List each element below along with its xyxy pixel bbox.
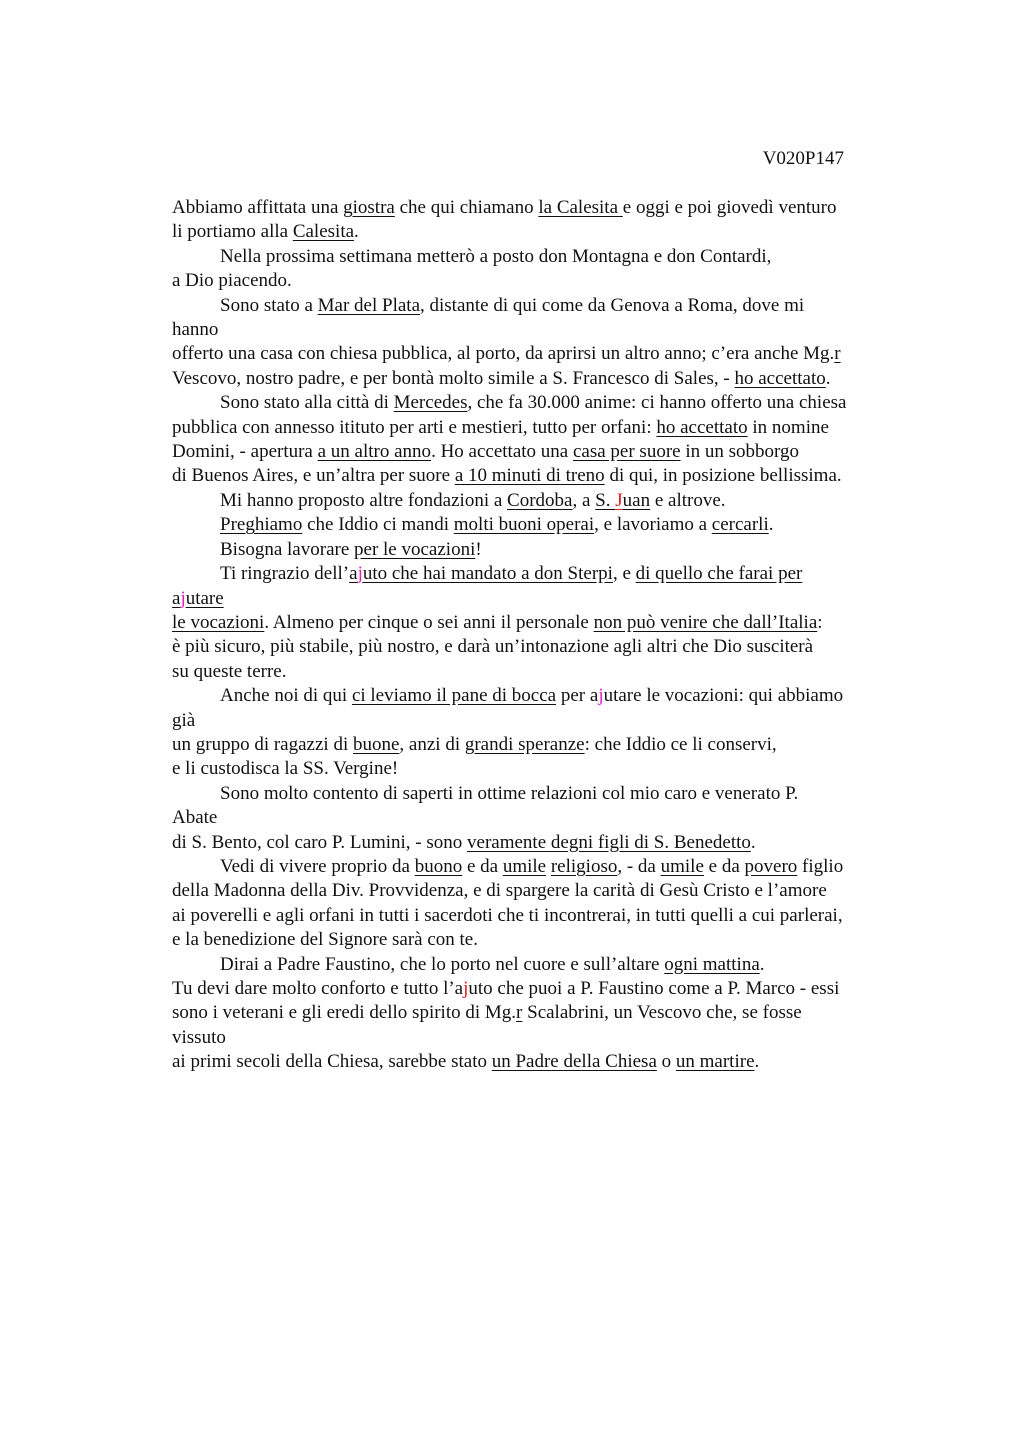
text-segment: , - da — [617, 855, 661, 877]
text-segment: e oggi e poi giovedì venturo — [622, 197, 837, 218]
letter-line — [172, 1050, 912, 1074]
letter-line — [172, 416, 912, 440]
underlined-text: a — [172, 587, 181, 609]
text-segment: pubblica con annesso itituto per arti e mestieri, tutto per orfani: — [172, 416, 657, 438]
letter-line — [172, 318, 912, 342]
letter-line — [172, 196, 912, 220]
letter-line — [172, 611, 912, 635]
text-segment: un gruppo di ragazzi di — [172, 733, 353, 755]
text-segment: Sono stato a — [220, 294, 318, 316]
underlined-text: molti buoni operai — [453, 514, 595, 536]
letter-line — [172, 782, 912, 806]
underlined-text: un martire — [675, 1051, 755, 1073]
text-segment: , che fa 30.000 anime: ci hanno offerto una chiesa — [467, 392, 847, 414]
underlined-text: povero — [744, 855, 798, 877]
underlined-text: ci leviamo il pane di bocca — [351, 685, 557, 707]
letter-line — [172, 464, 912, 488]
text-segment: per a — [556, 685, 599, 707]
letter-line — [172, 757, 912, 781]
letter-line — [172, 660, 912, 684]
text-segment: Vescovo, nostro padre, e per bontà molto simile a S. Francesco di Sales, - — [172, 367, 735, 389]
text-segment: . — [768, 514, 774, 536]
text-segment: già — [172, 709, 196, 731]
underlined-text: a 10 minuti di treno — [454, 465, 605, 487]
letter-line — [172, 904, 912, 928]
text-segment: , distante di qui come da Genova a Roma, dove mi — [420, 294, 805, 316]
letter-line — [172, 440, 912, 464]
underlined-text: buono — [414, 855, 463, 877]
text-segment: Sono stato alla città di — [220, 392, 394, 414]
text-segment: ! — [475, 538, 482, 560]
text-segment: li portiamo alla — [172, 221, 293, 243]
underlined-text: cercarli — [711, 514, 769, 536]
underlined-text: ho accettato — [656, 416, 748, 438]
letter-line — [172, 806, 912, 830]
text-segment: j — [463, 978, 469, 999]
underlined-text: buone — [352, 733, 400, 755]
underlined-text: umile — [660, 855, 704, 877]
underlined-text: S. — [595, 489, 616, 511]
underlined-text: le vocazioni — [172, 611, 265, 633]
underlined-text: per le vocazioni — [354, 538, 476, 560]
text-segment: e li custodisca la SS. Vergine! — [172, 758, 399, 780]
text-segment: Nella prossima settimana metterò a posto don Montagna e don Contardi, — [220, 245, 772, 267]
underlined-text: uan — [622, 489, 651, 511]
text-segment: è più sicuro, più stabile, più nostro, e darà un’intonazione agli altri che Dio susciterà — [172, 636, 814, 658]
text-segment: Abate — [172, 807, 218, 829]
letter-line — [172, 367, 912, 391]
letter-line — [172, 391, 912, 415]
letter-line — [172, 879, 912, 903]
underlined-text: religioso — [550, 855, 618, 877]
underlined-text: ogni mattina — [664, 953, 760, 975]
text-segment: Mi hanno proposto altre fondazioni a — [220, 489, 508, 511]
underlined-text: un Padre della Chiesa — [491, 1051, 657, 1073]
text-segment: in nomine — [747, 416, 829, 438]
letter-line — [172, 733, 912, 757]
underlined-text: r — [834, 343, 841, 365]
letter-line — [172, 855, 912, 879]
underlined-text: a un altro anno — [317, 441, 432, 463]
letter-line — [172, 489, 912, 513]
letter-line — [172, 977, 912, 1001]
letter-line — [172, 1026, 912, 1050]
text-segment: Ti ringrazio dell’ — [220, 563, 350, 585]
underlined-text: J — [615, 489, 623, 511]
underlined-text: r — [516, 1002, 523, 1024]
underlined-text: Cordoba — [507, 489, 573, 511]
underlined-text: j — [357, 563, 363, 585]
text-segment: . — [750, 831, 756, 853]
text-segment: su queste terre. — [172, 660, 287, 682]
underlined-text: Mar del Plata — [317, 294, 420, 316]
text-segment: o — [656, 1051, 676, 1073]
underlined-text: a — [349, 563, 358, 585]
letter-line — [172, 245, 912, 269]
underlined-text: ho accettato — [734, 367, 826, 389]
text-segment: offerto una casa con chiesa pubblica, al porto, da aprirsi un altro anno; c’era anche Mg. — [172, 343, 835, 365]
text-segment: j — [598, 685, 604, 707]
letter-line — [172, 269, 912, 293]
text-segment: e da — [462, 855, 503, 877]
text-segment: , e lavoriamo a — [594, 514, 712, 536]
underlined-text: non può venire che dall’Italia — [593, 611, 818, 633]
text-segment: : che Iddio ce li conservi, — [584, 733, 777, 755]
letter-line — [172, 538, 912, 562]
text-segment: Vedi di vivere proprio da — [220, 855, 415, 877]
underlined-text: giostra — [343, 197, 395, 218]
text-segment: e altrove. — [650, 489, 726, 511]
text-segment: vissuto — [172, 1026, 226, 1048]
text-segment: , anzi di — [399, 733, 465, 755]
text-segment: Scalabrini, un Vescovo che, se fosse — [522, 1002, 802, 1024]
letter-line — [172, 513, 912, 537]
text-segment: utare le vocazioni: qui abbiamo — [603, 685, 844, 707]
text-segment: di Buenos Aires, e un’altra per suore — [172, 465, 455, 487]
text-segment: di S. Bento, col caro P. Lumini, - sono — [172, 831, 468, 853]
document-reference-code: V020P147 — [762, 148, 844, 169]
letter-line — [172, 342, 912, 366]
letter-line — [172, 635, 912, 659]
underlined-text: casa per suore — [572, 441, 681, 463]
letter-line — [172, 928, 912, 952]
underlined-text: Preghiamo — [220, 514, 303, 536]
letter-body — [172, 196, 912, 1075]
text-segment: figlio — [797, 855, 844, 877]
underlined-text: grandi speranze — [464, 733, 585, 755]
text-segment: . Almeno per cinque o sei anni il personale — [264, 611, 594, 633]
letter-line — [172, 1001, 912, 1025]
text-segment: uto che puoi a P. Faustino come a P. Marco - essi — [468, 978, 840, 999]
text-segment: . — [354, 221, 359, 243]
text-segment: : — [817, 611, 823, 633]
underlined-text: Calesita — [292, 221, 355, 243]
underlined-text: j — [180, 587, 186, 609]
text-segment: Sono molto contento di saperti in ottime relazioni col mio caro e venerato P. — [220, 782, 799, 804]
text-segment: Domini, - apertura — [172, 441, 318, 463]
text-segment: sono i veterani e gli eredi dello spirito di Mg. — [172, 1002, 517, 1024]
text-segment: a Dio piacendo. — [172, 270, 292, 292]
letter-line — [172, 684, 912, 708]
text-segment: . — [759, 953, 765, 975]
text-segment: Abbiamo affittata una — [172, 197, 344, 218]
text-segment: in un sobborgo — [680, 441, 799, 463]
letter-line — [172, 587, 912, 611]
text-segment: che qui chiamano — [394, 197, 539, 218]
text-segment: che Iddio ci mandi — [302, 514, 454, 536]
text-segment: hanno — [172, 319, 219, 341]
text-segment: Tu devi dare molto conforto e tutto l’a — [172, 978, 464, 999]
text-segment: , e — [612, 563, 636, 585]
text-segment: della Madonna della Div. Provvidenza, e di spargere la carità di Gesù Cristo e l’amore — [172, 880, 827, 902]
underlined-text: veramente degni figli di S. Benedetto — [467, 831, 751, 853]
text-segment: ai primi secoli della Chiesa, sarebbe stato — [172, 1051, 492, 1073]
text-segment: Dirai a Padre Faustino, che lo porto nel cuore e sull’altare — [220, 953, 665, 975]
text-segment: . Ho accettato una — [431, 441, 573, 463]
underlined-text: utare — [185, 587, 224, 609]
text-segment: , a — [572, 489, 596, 511]
text-segment: e la benedizione del Signore sarà con te. — [172, 929, 478, 951]
text-segment: Anche noi di qui — [220, 685, 352, 707]
letter-line — [172, 953, 912, 977]
letter-line — [172, 709, 912, 733]
letter-line — [172, 294, 912, 318]
letter-line — [172, 831, 912, 855]
text-segment: e da — [703, 855, 745, 877]
underlined-text: Mercedes — [393, 392, 468, 414]
text-segment: di qui, in posizione bellissima. — [604, 465, 842, 487]
underlined-text: umile — [502, 855, 547, 877]
underlined-text: la Calesita — [538, 197, 623, 218]
text-segment: . — [754, 1051, 760, 1073]
letter-line — [172, 562, 912, 586]
text-segment: ai poverelli e agli orfani in tutti i sacerdoti che ti incontrerai, in tutti quelli a cui parlerai, — [172, 904, 843, 926]
underlined-text: uto che hai mandato a don Sterpi — [362, 563, 613, 585]
text-segment: . — [825, 367, 831, 389]
letter-line — [172, 220, 912, 244]
text-segment: Bisogna lavorare — [220, 538, 355, 560]
underlined-text: di quello che farai per — [635, 563, 803, 585]
